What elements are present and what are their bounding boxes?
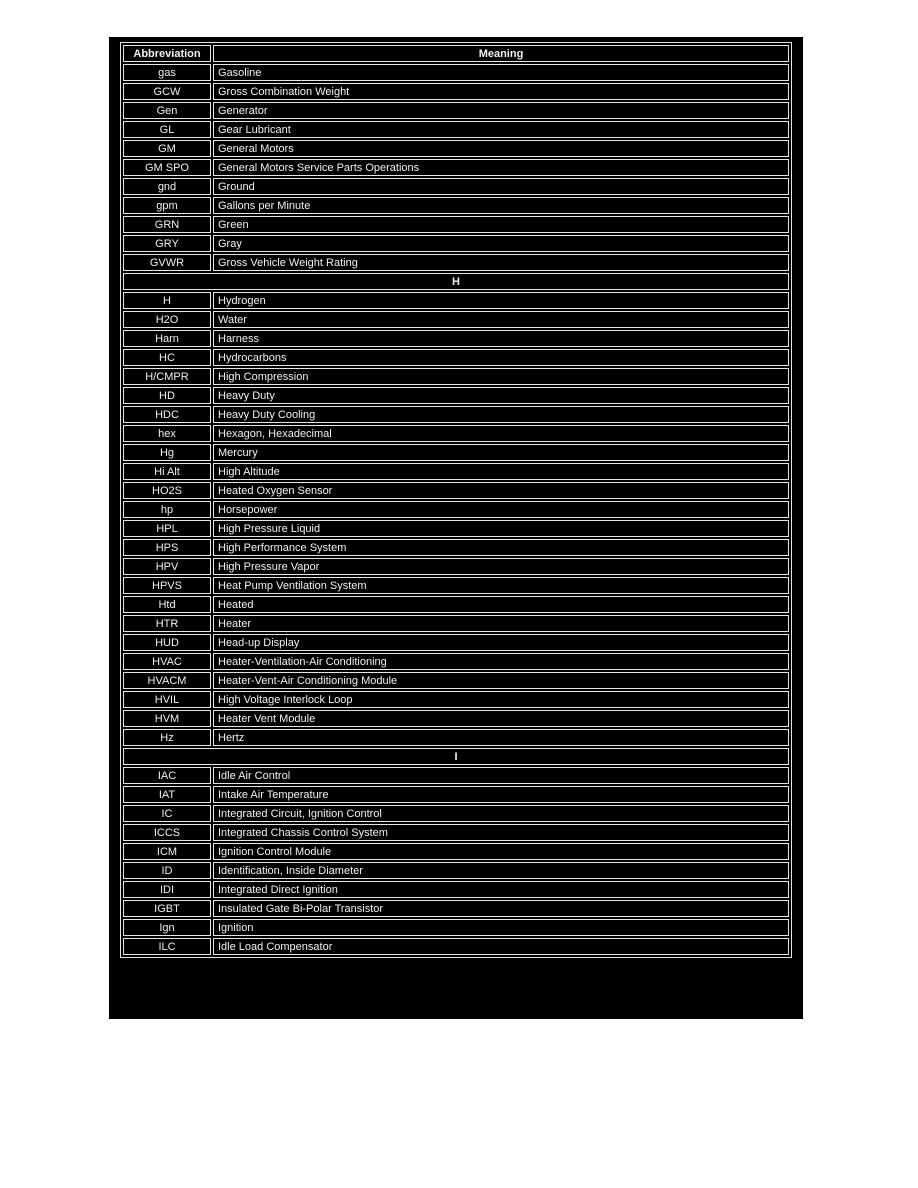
table-row — [123, 368, 789, 385]
abbreviation-cell: HTR — [123, 615, 211, 632]
table-row — [123, 710, 789, 727]
abbreviation-table-head — [123, 45, 789, 62]
table-row — [123, 178, 789, 195]
abbreviation-cell: hp — [123, 501, 211, 518]
abbreviation-cell: GL — [123, 121, 211, 138]
meaning-cell: Integrated Direct Ignition — [213, 881, 789, 898]
abbreviation-cell: Hi Alt — [123, 463, 211, 480]
abbreviation-cell: IGBT — [123, 900, 211, 917]
meaning-column-header: Meaning — [213, 45, 789, 62]
abbreviation-cell: gnd — [123, 178, 211, 195]
table-row — [123, 501, 789, 518]
meaning-cell: High Compression — [213, 368, 789, 385]
abbreviation-cell: HVM — [123, 710, 211, 727]
meaning-cell: Heater Vent Module — [213, 710, 789, 727]
meaning-cell: Green — [213, 216, 789, 233]
table-row — [123, 330, 789, 347]
abbreviation-cell: HVAC — [123, 653, 211, 670]
meaning-cell: Ignition Control Module — [213, 843, 789, 860]
table-row — [123, 254, 789, 271]
abbreviation-cell: HPV — [123, 558, 211, 575]
table-row — [123, 805, 789, 822]
table-row — [123, 387, 789, 404]
meaning-cell: Water — [213, 311, 789, 328]
table-row — [123, 216, 789, 233]
meaning-cell: Hexagon, Hexadecimal — [213, 425, 789, 442]
table-row — [123, 140, 789, 157]
table-row — [123, 292, 789, 309]
meaning-cell: Heated — [213, 596, 789, 613]
meaning-cell: Idle Load Compensator — [213, 938, 789, 955]
abbreviation-cell: ILC — [123, 938, 211, 955]
meaning-cell: Head-up Display — [213, 634, 789, 651]
meaning-cell: Gallons per Minute — [213, 197, 789, 214]
abbreviation-cell: H/CMPR — [123, 368, 211, 385]
table-row — [123, 425, 789, 442]
meaning-cell: Gray — [213, 235, 789, 252]
meaning-cell: Heater-Vent-Air Conditioning Module — [213, 672, 789, 689]
table-row — [123, 596, 789, 613]
abbreviation-cell: GVWR — [123, 254, 211, 271]
table-row — [123, 786, 789, 803]
meaning-cell: High Performance System — [213, 539, 789, 556]
abbreviation-cell: Harn — [123, 330, 211, 347]
abbreviation-cell: HPL — [123, 520, 211, 537]
meaning-cell: Generator — [213, 102, 789, 119]
abbreviation-cell: GCW — [123, 83, 211, 100]
abbreviation-cell: Hz — [123, 729, 211, 746]
section-row — [123, 748, 789, 765]
table-row — [123, 539, 789, 556]
abbreviation-cell: hex — [123, 425, 211, 442]
abbreviation-cell: HC — [123, 349, 211, 366]
abbreviation-cell: HO2S — [123, 482, 211, 499]
abbreviation-cell: GM — [123, 140, 211, 157]
table-row — [123, 83, 789, 100]
abbreviation-cell: HDC — [123, 406, 211, 423]
abbreviation-cell: IC — [123, 805, 211, 822]
abbreviation-cell: gas — [123, 64, 211, 81]
table-row — [123, 349, 789, 366]
abbreviation-cell: IDI — [123, 881, 211, 898]
abbreviation-cell: ICM — [123, 843, 211, 860]
meaning-cell: High Pressure Liquid — [213, 520, 789, 537]
table-row — [123, 197, 789, 214]
abbreviation-cell: H2O — [123, 311, 211, 328]
abbreviation-cell: GRN — [123, 216, 211, 233]
meaning-cell: Ignition — [213, 919, 789, 936]
table-row — [123, 558, 789, 575]
abbreviation-cell: GRY — [123, 235, 211, 252]
meaning-cell: Gross Combination Weight — [213, 83, 789, 100]
abbreviation-cell: GM SPO — [123, 159, 211, 176]
meaning-cell: Ground — [213, 178, 789, 195]
table-row — [123, 482, 789, 499]
abbreviation-cell: gpm — [123, 197, 211, 214]
meaning-cell: Heat Pump Ventilation System — [213, 577, 789, 594]
abbreviation-cell: HUD — [123, 634, 211, 651]
meaning-cell: Heater-Ventilation-Air Conditioning — [213, 653, 789, 670]
abbreviation-cell: HVIL — [123, 691, 211, 708]
table-row — [123, 862, 789, 879]
table-row — [123, 691, 789, 708]
abbreviation-cell: HPVS — [123, 577, 211, 594]
meaning-cell: Intake Air Temperature — [213, 786, 789, 803]
meaning-cell: Gear Lubricant — [213, 121, 789, 138]
table-row — [123, 311, 789, 328]
table-row — [123, 900, 789, 917]
table-row — [123, 919, 789, 936]
meaning-cell: Horsepower — [213, 501, 789, 518]
meaning-cell: Integrated Circuit, Ignition Control — [213, 805, 789, 822]
meaning-cell: Hydrocarbons — [213, 349, 789, 366]
section-row — [123, 273, 789, 290]
table-row — [123, 64, 789, 81]
abbreviation-table-body — [123, 64, 789, 955]
meaning-cell: Mercury — [213, 444, 789, 461]
meaning-cell: Gasoline — [213, 64, 789, 81]
table-row — [123, 729, 789, 746]
table-row — [123, 102, 789, 119]
abbreviation-cell: ICCS — [123, 824, 211, 841]
abbreviation-cell: HVACM — [123, 672, 211, 689]
meaning-cell: High Pressure Vapor — [213, 558, 789, 575]
table-row — [123, 235, 789, 252]
section-label: H — [123, 273, 789, 290]
meaning-cell: Hertz — [213, 729, 789, 746]
table-row — [123, 406, 789, 423]
meaning-cell: Heavy Duty — [213, 387, 789, 404]
table-row — [123, 444, 789, 461]
abbreviation-table — [120, 42, 792, 958]
table-row — [123, 843, 789, 860]
abbreviation-cell: IAT — [123, 786, 211, 803]
table-row — [123, 634, 789, 651]
meaning-cell: High Voltage Interlock Loop — [213, 691, 789, 708]
table-row — [123, 653, 789, 670]
meaning-cell: General Motors Service Parts Operations — [213, 159, 789, 176]
abbreviation-cell: HPS — [123, 539, 211, 556]
meaning-cell: Gross Vehicle Weight Rating — [213, 254, 789, 271]
abbreviation-cell: IAC — [123, 767, 211, 784]
meaning-cell: Integrated Chassis Control System — [213, 824, 789, 841]
table-row — [123, 881, 789, 898]
table-row — [123, 159, 789, 176]
table-row — [123, 824, 789, 841]
abbreviation-cell: H — [123, 292, 211, 309]
table-row — [123, 767, 789, 784]
meaning-cell: Heater — [213, 615, 789, 632]
abbreviation-cell: HD — [123, 387, 211, 404]
abbreviation-cell: Htd — [123, 596, 211, 613]
abbreviation-cell: Hg — [123, 444, 211, 461]
meaning-cell: Hydrogen — [213, 292, 789, 309]
header-row — [123, 45, 789, 62]
table-row — [123, 520, 789, 537]
table-row — [123, 938, 789, 955]
meaning-cell: Idle Air Control — [213, 767, 789, 784]
abbreviation-column-header: Abbreviation — [123, 45, 211, 62]
meaning-cell: General Motors — [213, 140, 789, 157]
abbreviation-table-panel — [109, 37, 803, 1019]
meaning-cell: High Altitude — [213, 463, 789, 480]
section-label: I — [123, 748, 789, 765]
table-row — [123, 672, 789, 689]
table-row — [123, 577, 789, 594]
table-row — [123, 121, 789, 138]
table-row — [123, 615, 789, 632]
meaning-cell: Identification, Inside Diameter — [213, 862, 789, 879]
meaning-cell: Heavy Duty Cooling — [213, 406, 789, 423]
meaning-cell: Heated Oxygen Sensor — [213, 482, 789, 499]
abbreviation-cell: ID — [123, 862, 211, 879]
meaning-cell: Insulated Gate Bi-Polar Transistor — [213, 900, 789, 917]
table-row — [123, 463, 789, 480]
meaning-cell: Harness — [213, 330, 789, 347]
abbreviation-cell: Ign — [123, 919, 211, 936]
abbreviation-cell: Gen — [123, 102, 211, 119]
